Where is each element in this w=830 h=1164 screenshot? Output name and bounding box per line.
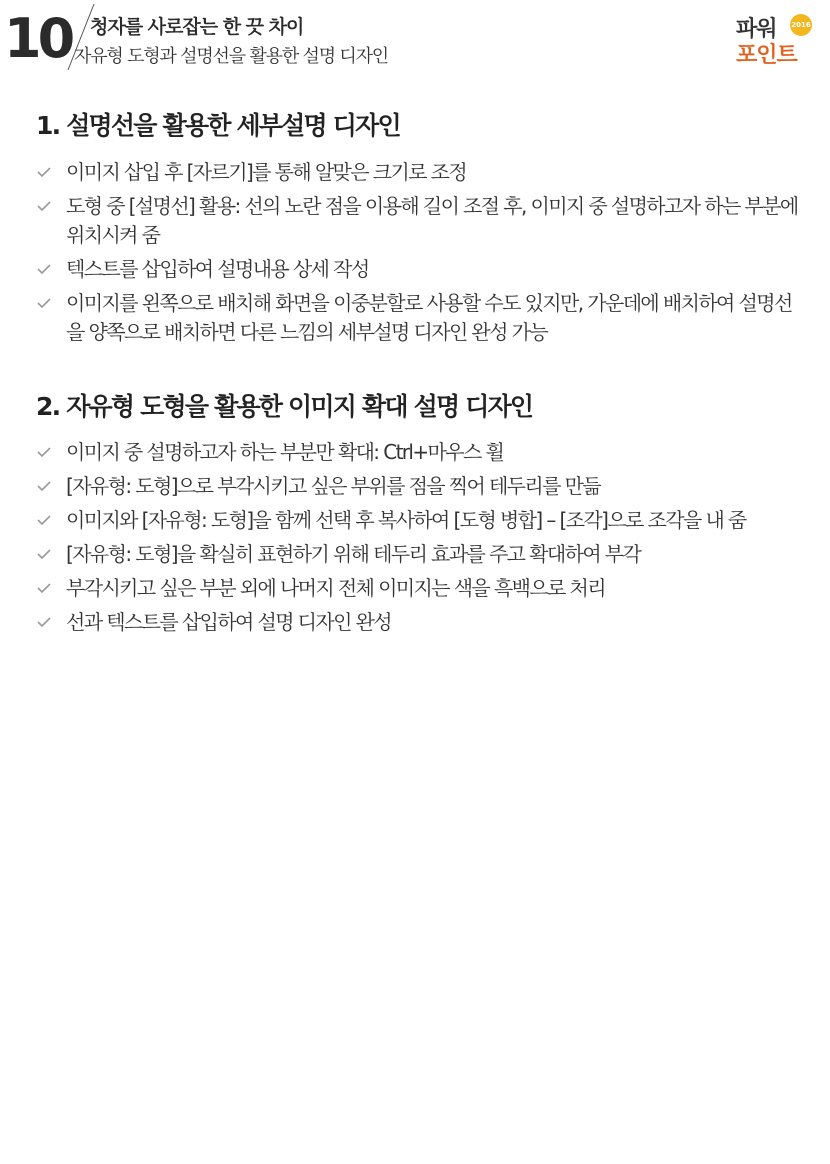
list-item: [36, 574, 806, 603]
list-item-text: 부각시키고 싶은 부분 외에 나머지 전체 이미지는 색을 흑백으로 처리: [66, 576, 605, 600]
list-item-text: [자유형: 도형]을 확실히 표현하기 위해 테두리 효과를 주고 확대하여 부각: [66, 542, 641, 566]
checkmark-icon: [36, 166, 52, 178]
list-item: [36, 608, 806, 637]
chapter-title: 청자를 사로잡는 한 끗 차이: [90, 16, 304, 38]
list-item-text: 도형 중 [설명선] 활용: 선의 노란 점을 이용해 길이 조절 후, 이미지 중 설명하고자 하는 부분에 위치시켜 줌: [66, 194, 798, 247]
chapter-number: 10: [4, 7, 72, 70]
checkmark-icon: [36, 582, 52, 594]
chapter-subtitle: 자유형 도형과 설명선을 활용한 설명 디자인: [74, 46, 388, 67]
list-item: [36, 255, 806, 284]
checkmark-icon: [36, 446, 52, 458]
list-item: [36, 506, 806, 535]
checkmark-icon: [36, 616, 52, 628]
checkmark-icon: [36, 480, 52, 492]
powerpoint-logo: [734, 10, 814, 68]
list-item: [36, 192, 806, 250]
list-item-text: 이미지와 [자유형: 도형]을 함께 선택 후 복사하여 [도형 병합] – [조각]으로 조각을 내 줌: [66, 508, 746, 532]
checkmark-icon: [36, 200, 52, 212]
checkmark-icon: [36, 263, 52, 275]
section-heading-callout: 1. 설명선을 활용한 세부설명 디자인: [36, 111, 400, 140]
list-item: [36, 289, 806, 347]
list-item-text: [자유형: 도형]으로 부각시키고 싶은 부위를 점을 찍어 테두리를 만듦: [66, 474, 601, 498]
list-item: [36, 438, 806, 467]
list-item-text: 선과 텍스트를 삽입하여 설명 디자인 완성: [66, 610, 392, 634]
checkmark-icon: [36, 297, 52, 309]
year-badge: 2016: [790, 14, 812, 36]
list-item-text: 텍스트를 삽입하여 설명내용 상세 작성: [66, 257, 369, 281]
section-2-list: [36, 438, 806, 642]
list-item: [36, 158, 806, 187]
section-1-list: [36, 158, 806, 352]
list-item-text: 이미지 삽입 후 [자르기]를 통해 알맞은 크기로 조정: [66, 160, 467, 184]
logo-text-line1: 파워: [736, 17, 777, 42]
checkmark-icon: [36, 514, 52, 526]
list-item: [36, 540, 806, 569]
logo-text-line2: 포인트: [736, 43, 797, 68]
list-item-text: 이미지 중 설명하고자 하는 부분만 확대: Ctrl+마우스 휠: [66, 440, 504, 464]
checkmark-icon: [36, 548, 52, 560]
page-header: [0, 0, 830, 80]
list-item: [36, 472, 806, 501]
section-heading-freeform: 2. 자유형 도형을 활용한 이미지 확대 설명 디자인: [36, 392, 533, 421]
list-item-text: 이미지를 왼쪽으로 배치해 화면을 이중분할로 사용할 수도 있지만, 가운데에 배치하여 설명선을 양쪽으로 배치하면 다른 느낌의 세부설명 디자인 완성 가능: [66, 291, 792, 344]
